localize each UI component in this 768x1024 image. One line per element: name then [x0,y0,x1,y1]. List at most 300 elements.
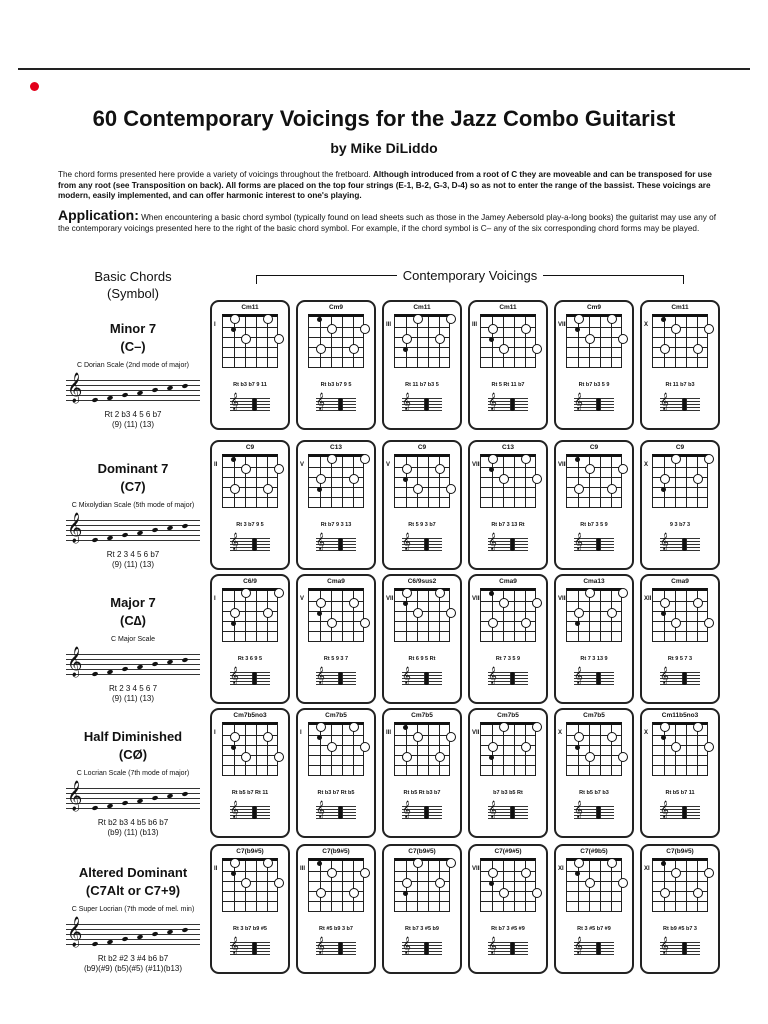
mini-staff: 𝄞 [574,398,614,412]
scale-tensions: (9) (11) (13) [111,420,155,429]
finger-circle [349,888,359,898]
chord-intervals: Rt b5 b7 Rt 11 [231,790,269,796]
root-dot [661,487,666,492]
fret-position: X [644,462,649,468]
chord-name: Cm9 [328,304,344,311]
finger-circle [521,324,531,334]
finger-circle [607,732,617,742]
chord-intervals: Rt 9 5 7 3 [667,656,693,662]
mini-staff: 𝄞 [316,538,356,552]
chord-intervals: Rt 7 3 13 9 [580,656,608,662]
root-dot [661,317,666,322]
finger-circle [435,752,445,762]
mini-staff: 𝄞 [660,538,700,552]
scale-staff: 𝄞 [66,924,200,950]
chord-name: Cma9 [327,578,345,585]
fret-position: V [300,596,305,602]
finger-circle [585,464,595,474]
finger-circle [671,868,681,878]
chord-diagram-card [640,574,720,704]
root-dot [317,487,322,492]
chord-name: Cm7b5no3 [233,712,267,719]
mini-staff: 𝄞 [230,806,270,820]
scale-name: C Mixolydian Scale (5th mode of major) [71,502,195,509]
chord-intervals: Rt b3 b7 9 11 [233,382,267,388]
finger-circle [521,868,531,878]
chord-diagram-card [296,708,376,838]
chord-intervals: Rt 3 b7 9 5 [236,522,264,528]
finger-circle [316,474,326,484]
root-dot [575,621,580,626]
scale-name: C Major Scale [111,636,155,643]
mini-staff: 𝄞 [660,942,700,956]
finger-circle [360,618,370,628]
finger-circle [671,324,681,334]
fret-position: I [300,730,302,736]
finger-circle [241,752,251,762]
fret-position: X [644,730,649,736]
finger-circle [488,868,498,878]
finger-circle [413,608,423,618]
chord-name: C9 [417,444,427,451]
finger-circle [499,344,509,354]
chord-diagram-card [210,844,290,974]
category-name-text: Dominant 7 [97,461,169,476]
chord-intervals: Rt 11 b7 b3 [665,382,695,388]
chord-intervals: Rt b5 b7 b3 [579,790,609,796]
chord-category-name [58,594,208,630]
finger-circle [327,618,337,628]
chord-intervals: Rt b5 Rt b3 b7 [403,790,441,796]
root-dot [489,467,494,472]
page-title: 60 Contemporary Voicings for the Jazz Combo Guitarist [92,106,676,131]
root-dot [575,327,580,332]
chord-name: C6/9 [243,578,257,585]
finger-circle [446,484,456,494]
finger-circle [360,454,370,464]
finger-circle [274,878,284,888]
author: by Mike DiLiddo [330,140,438,156]
root-dot [575,457,580,462]
chord-diagram-card [554,574,634,704]
category-symbol-text: (C–) [120,339,146,354]
root-dot [661,861,666,866]
chord-diagram-card [210,574,290,704]
mini-staff: 𝄞 [230,672,270,686]
chord-name: C13 [330,444,342,451]
fretboard-grid [308,858,364,912]
finger-circle [263,608,273,618]
finger-circle [574,732,584,742]
finger-circle [521,618,531,628]
finger-circle [446,732,456,742]
mini-staff: 𝄞 [316,398,356,412]
fret-position: VIII [558,322,568,328]
chord-intervals: Rt b5 b7 11 [665,790,695,796]
finger-circle [521,742,531,752]
fret-position: I [214,596,216,602]
finger-circle [585,752,595,762]
finger-circle [618,878,628,888]
mini-staff: 𝄞 [230,398,270,412]
mini-staff: 𝄞 [316,672,356,686]
finger-circle [660,344,670,354]
scale-staff: 𝄞 [66,520,200,546]
fret-position: V [386,462,391,468]
fret-position: III [472,322,478,328]
finger-circle [446,858,456,868]
finger-circle [241,878,251,888]
finger-circle [241,334,251,344]
scale-degrees: Rt 2 3 4 5 6 7 [108,684,158,693]
finger-circle [671,742,681,752]
chord-intervals: Rt b7 b3 5 9 [578,382,610,388]
finger-circle [402,464,412,474]
root-dot [403,477,408,482]
fretboard-grid [308,314,364,368]
finger-circle [618,588,628,598]
category-name-text: Minor 7 [109,321,157,336]
chord-diagram-card [382,708,462,838]
finger-circle [435,464,445,474]
category-name-text: Altered Dominant [78,865,188,880]
chord-name: Cm7b5 [411,712,433,719]
chord-intervals: Rt #5 b9 3 b7 [319,926,353,932]
finger-circle [585,588,595,598]
mini-staff: 𝄞 [402,806,442,820]
finger-circle [693,722,703,732]
chord-category-name [58,728,208,764]
root-dot [317,735,322,740]
root-dot [575,871,580,876]
scale-name: C Locrian Scale (7th mode of major) [76,770,190,777]
root-dot [489,337,494,342]
application-paragraph [58,207,726,234]
mini-staff: 𝄞 [660,672,700,686]
mini-staff: 𝄞 [574,672,614,686]
chord-diagram-card [382,844,462,974]
finger-circle [499,722,509,732]
root-dot [317,611,322,616]
finger-circle [274,588,284,598]
chord-name: C9 [589,444,599,451]
fret-position: VIII [558,462,568,468]
scale-name: C Dorian Scale (2nd mode of major) [76,362,190,369]
chord-name: C9 [245,444,255,451]
scale-staff: 𝄞 [66,654,200,680]
chord-name: C13 [502,444,514,451]
voicings-header [256,268,684,282]
scale-degrees: Rt 2 b3 4 5 6 b7 [104,410,162,419]
finger-circle [607,858,617,868]
finger-circle [704,454,714,464]
category-name-text: Major 7 [110,595,156,610]
chord-intervals: Rt b7 9 3 13 [320,522,352,528]
finger-circle [499,598,509,608]
finger-circle [349,598,359,608]
finger-circle [574,314,584,324]
finger-circle [618,464,628,474]
finger-circle [574,858,584,868]
finger-circle [402,334,412,344]
scale-degrees: Rt 2 3 4 5 6 b7 [106,550,160,559]
root-dot [403,601,408,606]
chord-category-name [58,864,208,900]
chord-intervals: Rt b7 3 5 9 [580,522,608,528]
chord-name: C7(b9#5) [408,848,436,855]
root-dot [403,347,408,352]
fret-position: I [214,322,216,328]
chord-diagram-card [210,300,290,430]
chord-diagram-card [382,574,462,704]
root-dot [231,621,236,626]
finger-circle [402,588,412,598]
finger-circle [488,454,498,464]
chord-name: C9 [675,444,685,451]
chord-intervals: Rt b3 b7 9 5 [320,382,352,388]
chord-name: Cm11 [241,304,259,311]
mini-staff: 𝄞 [402,942,442,956]
mini-staff: 𝄞 [574,806,614,820]
chord-diagram-card [640,844,720,974]
chord-diagram-card [210,708,290,838]
finger-circle [704,742,714,752]
chord-diagram-card [296,300,376,430]
finger-circle [532,344,542,354]
chord-name: Cma13 [583,578,605,585]
finger-circle [704,868,714,878]
finger-circle [349,474,359,484]
fret-position: II [214,866,218,872]
category-name-text: Half Diminished [83,729,183,744]
fret-position: XII [644,596,652,602]
fret-position: III [386,730,392,736]
fret-position: V [300,462,305,468]
mini-staff: 𝄞 [402,398,442,412]
chord-diagram-card [554,440,634,570]
chord-intervals: 9 3 b7 3 [669,522,691,528]
chord-intervals: Rt b7 3 #5 b9 [405,926,439,932]
finger-circle [402,752,412,762]
root-dot [403,891,408,896]
chord-diagram-card [296,574,376,704]
root-dot [661,611,666,616]
finger-circle [360,324,370,334]
finger-circle [585,878,595,888]
fret-position: VIII [472,866,482,872]
chord-diagram-card [640,300,720,430]
chord-diagram-card [296,844,376,974]
finger-circle [671,454,681,464]
chord-intervals: Rt 3 b7 b9 #5 [233,926,267,932]
chord-intervals: Rt 6 9 5 Rt [408,656,436,662]
chord-category-name [58,320,208,356]
root-dot [231,457,236,462]
fretboard-grid [652,588,708,642]
chord-diagram-card [468,708,548,838]
chord-diagram-card [210,440,290,570]
finger-circle [263,484,273,494]
chord-name: C7(b9#5) [236,848,264,855]
chord-intervals: Rt 7 3 5 9 [495,656,521,662]
chord-diagram-card [468,440,548,570]
finger-circle [230,858,240,868]
finger-circle [435,588,445,598]
chord-name: Cma9 [671,578,689,585]
scale-staff: 𝄞 [66,788,200,814]
chord-intervals: Rt b7 3 #5 #9 [491,926,525,932]
finger-circle [618,334,628,344]
fretboard-grid [394,722,450,776]
application-text: When encountering a basic chord symbol (typically found on lead sheets such as those in the Jamey Aebersold play-a-long books) the guitarist may use any of the contemporary voicings presented here to the right of the basic chord symbol. For example, if the chord symbol is C– any of the six corresponding chord forms may be played. [58,213,716,233]
chord-diagram-card [554,708,634,838]
chord-name: Cma9 [499,578,517,585]
scale-name: C Super Locrian (7th mode of mel. min) [71,906,195,913]
finger-circle [532,598,542,608]
finger-circle [693,888,703,898]
chord-diagram-card [640,440,720,570]
scale-tensions: (b9) (11) (b13) [107,828,159,837]
mini-staff: 𝄞 [488,672,528,686]
finger-circle [274,752,284,762]
mini-staff: 𝄞 [488,398,528,412]
finger-circle [230,314,240,324]
chord-name: C7(b9#5) [666,848,694,855]
fret-position: X [558,730,563,736]
chord-diagram-card [468,574,548,704]
fretboard-grid [394,454,450,508]
finger-circle [521,454,531,464]
root-dot [489,755,494,760]
fret-position: III [300,866,306,872]
finger-circle [413,858,423,868]
fretboard-grid [480,314,536,368]
chord-name: C7(b9#5) [322,848,350,855]
finger-circle [274,334,284,344]
chord-diagram-card [468,844,548,974]
finger-circle [532,722,542,732]
chord-intervals: Rt 5 Rt 11 b7 [491,382,525,388]
mini-staff: 𝄞 [402,672,442,686]
chord-category-name [58,460,208,496]
chord-intervals: Rt 11 b7 b3 5 [405,382,439,388]
finger-circle [327,742,337,752]
finger-circle [241,464,251,474]
mini-staff: 𝄞 [488,806,528,820]
chord-name: C7(#9#5) [494,848,522,855]
mini-staff: 𝄞 [574,538,614,552]
mini-staff: 𝄞 [660,398,700,412]
finger-circle [660,598,670,608]
finger-circle [574,484,584,494]
category-symbol-text: (C7) [120,479,146,494]
finger-circle [263,314,273,324]
fretboard-grid [308,588,364,642]
category-symbol-text: (C7Alt or C7+9) [85,883,181,898]
chord-intervals: Rt 5 9 3 7 [323,656,349,662]
finger-circle [230,608,240,618]
fretboard-grid [222,454,278,508]
finger-circle [230,732,240,742]
finger-circle [488,742,498,752]
root-dot [575,745,580,750]
finger-circle [349,722,359,732]
finger-circle [446,314,456,324]
finger-circle [316,598,326,608]
finger-circle [316,722,326,732]
fretboard-grid [480,858,536,912]
finger-circle [532,474,542,484]
root-dot [231,327,236,332]
chord-name: C7(#9b5) [580,848,608,855]
finger-circle [704,618,714,628]
chord-intervals: Rt 3 6 9 5 [237,656,263,662]
chord-intervals: Rt 5 9 3 b7 [408,522,436,528]
root-dot [317,861,322,866]
chord-diagram-card [554,844,634,974]
finger-circle [488,324,498,334]
chord-intervals: Rt b7 3 13 Rt [491,522,525,528]
fret-position: VIII [472,462,482,468]
category-symbol-text: (CØ) [118,747,148,762]
fretboard-grid [566,454,622,508]
basic-chords-header: Basic Chords (Symbol) [94,269,172,301]
finger-circle [402,878,412,888]
fret-position: X [644,322,649,328]
chord-intervals: Rt b3 b7 Rt b5 [317,790,355,796]
root-dot [317,317,322,322]
finger-circle [316,344,326,354]
finger-circle [532,888,542,898]
chord-name: Cm11 [499,304,517,311]
finger-circle [413,314,423,324]
chord-name: Cm9 [586,304,602,311]
chord-name: Cm11b5no3 [661,712,699,719]
finger-circle [660,722,670,732]
finger-circle [693,344,703,354]
fret-position: II [214,462,218,468]
finger-circle [574,608,584,618]
finger-circle [413,484,423,494]
mini-staff: 𝄞 [488,942,528,956]
chord-intervals: Rt 3 #5 b7 #9 [577,926,611,932]
finger-circle [327,868,337,878]
finger-circle [671,618,681,628]
finger-circle [435,878,445,888]
root-dot [661,735,666,740]
fret-position: VII [386,596,394,602]
chord-name: C6/9sus2 [407,578,437,585]
finger-circle [230,484,240,494]
finger-circle [704,324,714,334]
finger-circle [660,888,670,898]
category-symbol-text: (C∆) [120,613,146,628]
finger-circle [263,732,273,742]
finger-circle [693,598,703,608]
fretboard-grid [652,314,708,368]
fretboard-grid [566,722,622,776]
finger-circle [618,752,628,762]
finger-circle [693,474,703,484]
scale-staff: 𝄞 [66,380,200,406]
fretboard-grid [222,722,278,776]
finger-circle [327,454,337,464]
finger-circle [660,474,670,484]
fretboard-grid [480,588,536,642]
fret-position: XI [558,866,564,872]
finger-circle [316,888,326,898]
scale-tensions: (b9)(#9) (b5)(#5) (#11)(b13) [83,964,183,973]
